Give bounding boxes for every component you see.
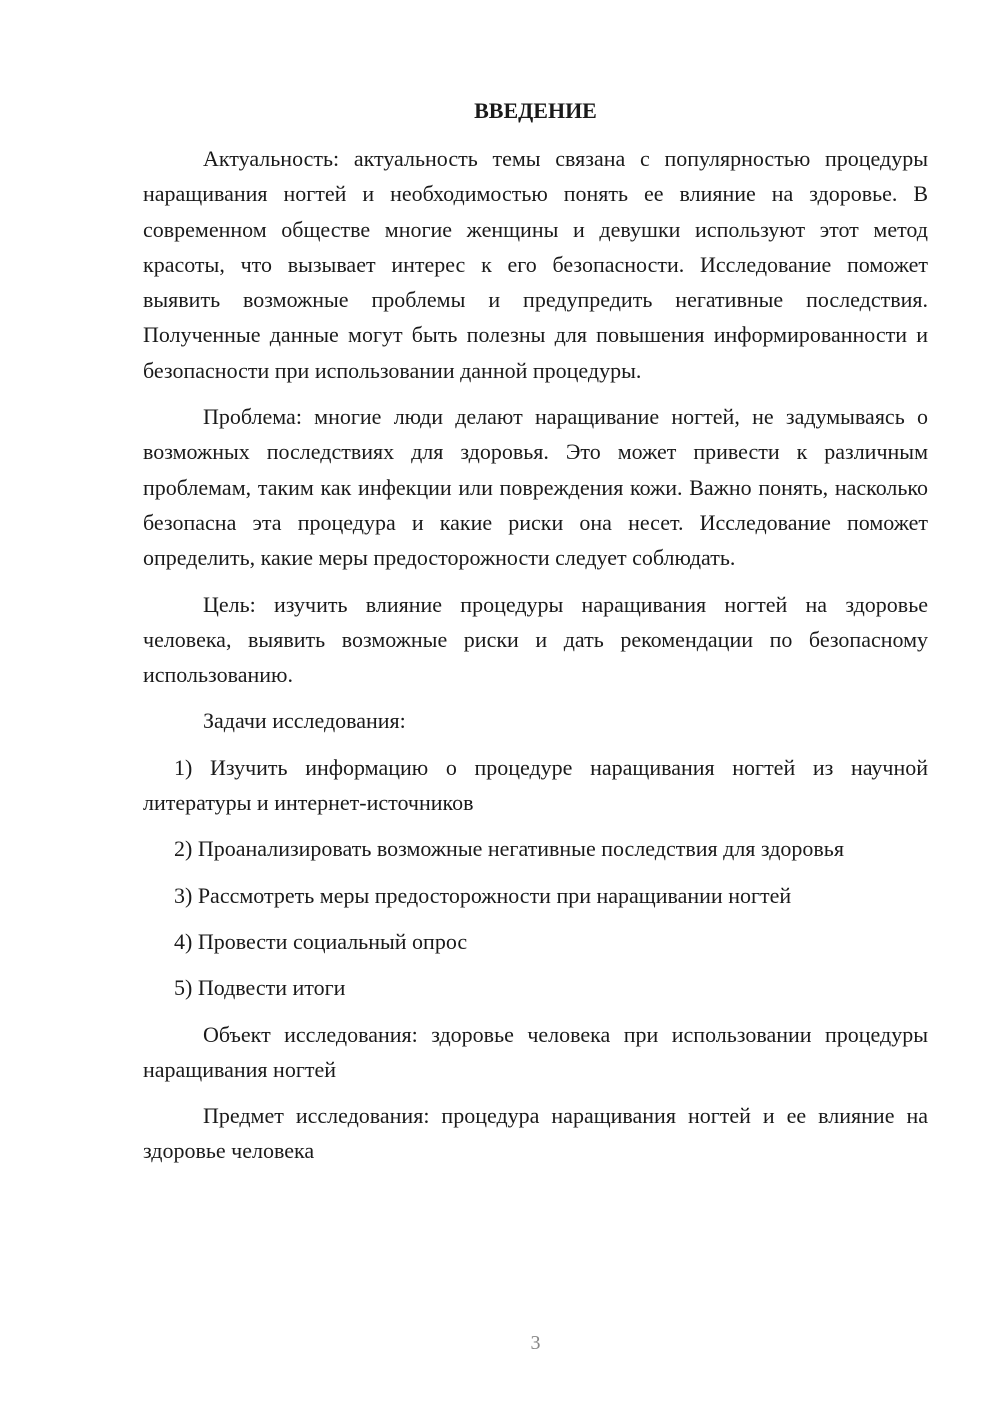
paragraph-problem: Проблема: многие люди делают наращивание ногтей, не задумываясь о возможных последствиях для здоровья. Это может привести к различным проблемам, таким как инфекции или повреждения кожи. Важно понять, насколько безопасна эта процедура и какие риски она несет. Исследование поможет определить, какие меры предосторожности следует соблюдать. bbox=[143, 404, 928, 571]
paragraph-subject: Предмет исследования: процедура наращивания ногтей и ее влияние на здоровье человека bbox=[143, 1103, 928, 1164]
document-body bbox=[143, 141, 928, 1180]
paragraph-object: Объект исследования: здоровье человека при использовании процедуры наращивания ногтей bbox=[143, 1021, 928, 1082]
task-item-2: 2) Проанализировать возможные негативные последствия для здоровья bbox=[174, 836, 844, 862]
paragraph-tasks-heading: Задачи исследования: bbox=[203, 708, 406, 734]
task-item-3: 3) Рассмотреть меры предосторожности при наращивании ногтей bbox=[174, 882, 792, 908]
page-number: 3 bbox=[530, 1332, 541, 1354]
document-page bbox=[143, 0, 928, 1414]
task-item-5: 5) Подвести итоги bbox=[174, 975, 346, 1001]
task-item-4: 4) Провести социальный опрос bbox=[174, 928, 468, 954]
task-item-1: 1) Изучить информацию о процедуре наращивания ногтей из научной литературы и интернет-источников bbox=[143, 754, 928, 816]
page-title: ВВЕДЕНИЕ bbox=[474, 98, 597, 123]
paragraph-relevance: Актуальность: актуальность темы связана с популярностью процедуры наращивания ногтей и необходимостью понять ее влияние на здоровье. В современном обществе многие женщины и девушки используют этот метод красоты, что вызывает интерес к его безопасности. Исследование поможет выявить возможные проблемы и предупредить негативные последствия. Полученные данные могут быть полезны для повышения информированности и безопасности при использовании данной процедуры. bbox=[143, 146, 928, 383]
paragraph-goal: Цель: изучить влияние процедуры наращивания ногтей на здоровье человека, выявить возможные риски и дать рекомендации по безопасному использованию. bbox=[143, 591, 928, 688]
